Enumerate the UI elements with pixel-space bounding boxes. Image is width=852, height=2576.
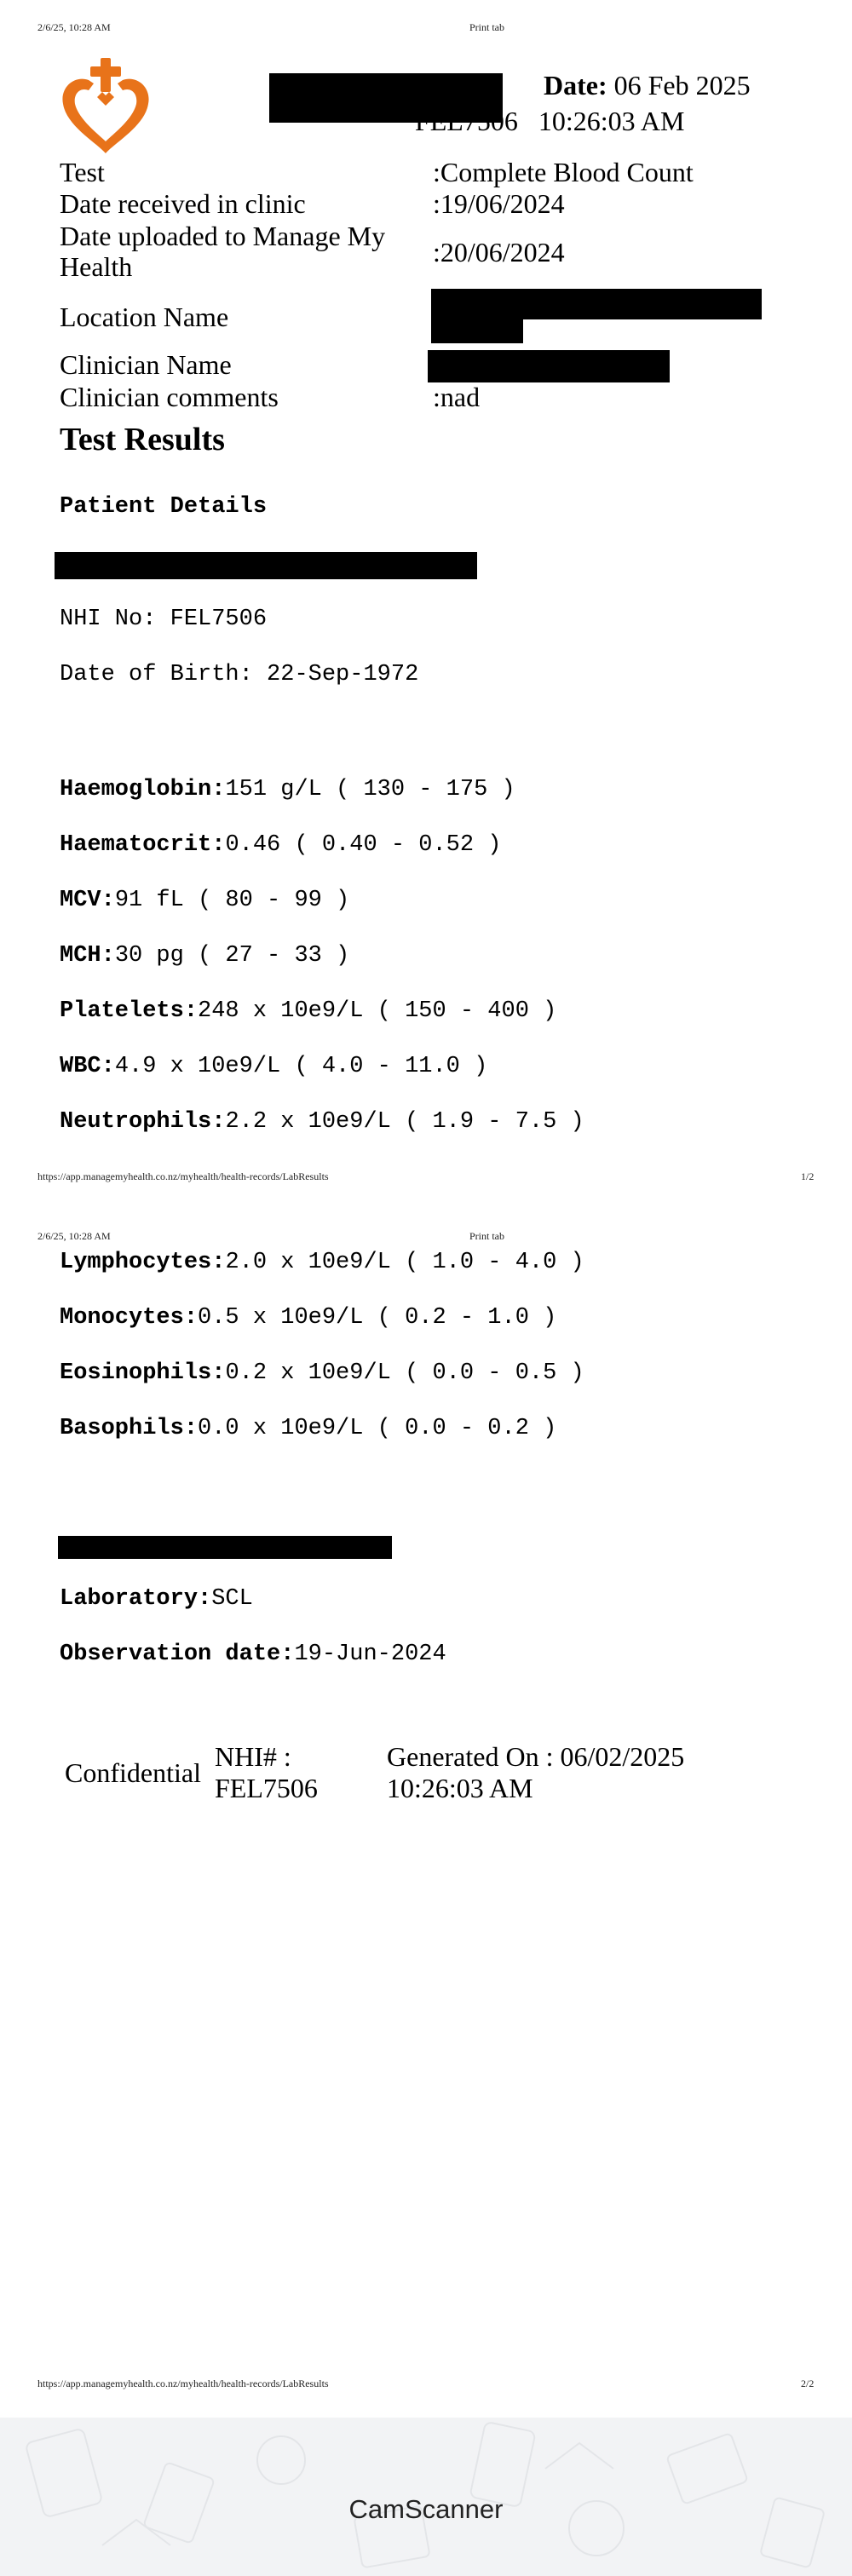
result-row (60, 1054, 487, 1079)
result-value: 2.2 x 10e9/L ( 1.9 - 7.5 ) (225, 1109, 584, 1135)
page1-footer-page: 1/2 (801, 1170, 815, 1182)
result-value: 91 fL ( 80 - 99 ) (114, 888, 350, 913)
result-name: WBC: (60, 1054, 115, 1079)
info-label-clinician-comments: Clinician comments (60, 382, 279, 412)
result-name: MCV: (60, 888, 115, 913)
result-row (60, 777, 515, 802)
info-value-date-uploaded: :20/06/2024 (433, 237, 565, 267)
page2-footer-page: 2/2 (801, 2378, 815, 2389)
footer-nhi-label: NHI# : (215, 1741, 291, 1772)
result-row (60, 832, 502, 858)
patient-details-heading: Patient Details (60, 494, 268, 520)
report-date (544, 70, 751, 101)
info-value-clinician-comments: :nad (433, 382, 481, 412)
result-value: 4.9 x 10e9/L ( 4.0 - 11.0 ) (114, 1054, 488, 1079)
result-name: Neutrophils: (60, 1109, 226, 1135)
confidential-label: Confidential (65, 1757, 201, 1788)
result-row (60, 998, 556, 1024)
result-row (60, 1416, 556, 1441)
result-row (60, 1109, 584, 1135)
result-value: 0.0 x 10e9/L ( 0.0 - 0.2 ) (198, 1416, 557, 1441)
info-value-test: :Complete Blood Count (433, 157, 694, 187)
result-row (60, 1360, 584, 1386)
info-label-clinician: Clinician Name (60, 349, 232, 380)
result-name: Haemoglobin: (60, 777, 226, 802)
page2-footer-url: https://app.managemyhealth.co.nz/myhealth/health-records/LabResults (37, 2378, 329, 2389)
result-value: 0.2 x 10e9/L ( 0.0 - 0.5 ) (225, 1360, 584, 1386)
page1-footer-url: https://app.managemyhealth.co.nz/myhealth/health-records/LabResults (37, 1170, 329, 1182)
result-value: 0.5 x 10e9/L ( 0.2 - 1.0 ) (198, 1305, 557, 1331)
redacted-patient-line (55, 552, 477, 579)
report-date-label: Date: (544, 70, 607, 101)
info-label-date-uploaded: Date uploaded to Manage My Health (60, 221, 386, 282)
result-name: Basophils: (60, 1416, 199, 1441)
page1-header-tab-title: Print tab (469, 21, 504, 33)
section-title: Test Results (60, 422, 225, 457)
info-label-date-received: Date received in clinic (60, 188, 306, 219)
report-date-value: 06 Feb 2025 (613, 70, 751, 101)
result-row (60, 1250, 584, 1275)
observation-value: 19-Jun-2024 (294, 1642, 446, 1667)
footer-generated-label: Generated On : 06/02/2025 (387, 1741, 685, 1772)
footer-generated-time: 10:26:03 AM (387, 1773, 533, 1803)
result-name: Haematocrit: (60, 832, 226, 858)
lab-row (60, 1586, 253, 1612)
lab-value: SCL (211, 1586, 253, 1612)
page2-header-tab-title: Print tab (469, 1230, 504, 1242)
info-value-date-received: :19/06/2024 (433, 188, 565, 219)
info-label-test: Test (60, 157, 105, 187)
result-row (60, 888, 349, 913)
result-name: MCH: (60, 943, 115, 969)
result-name: Eosinophils: (60, 1360, 226, 1386)
result-name: Monocytes: (60, 1305, 199, 1331)
result-value: 0.46 ( 0.40 - 0.52 ) (225, 832, 502, 858)
redacted-location-line2 (431, 319, 523, 343)
camscanner-watermark (0, 2418, 852, 2576)
result-value: 2.0 x 10e9/L ( 1.0 - 4.0 ) (225, 1250, 584, 1275)
camscanner-brand: CamScanner (348, 2494, 504, 2524)
result-value: 151 g/L ( 130 - 175 ) (225, 777, 515, 802)
observation-label: Observation date: (60, 1642, 295, 1667)
observation-row (60, 1642, 446, 1667)
redacted-clinician-name (428, 350, 670, 382)
heart-cross-logo-icon (55, 55, 157, 157)
page1-header-datetime: 2/6/25, 10:28 AM (37, 21, 111, 33)
info-label-location: Location Name (60, 302, 229, 332)
page2-header-datetime: 2/6/25, 10:28 AM (37, 1230, 111, 1242)
lab-label: Laboratory: (60, 1586, 212, 1612)
result-value: 30 pg ( 27 - 33 ) (114, 943, 350, 969)
result-name: Platelets: (60, 998, 199, 1024)
redacted-location-line1 (431, 289, 762, 319)
patient-dob: Date of Birth: 22-Sep-1972 (60, 662, 419, 687)
report-id-line: FEL7506 10:26:03 AM (415, 106, 685, 136)
redacted-lab-line (58, 1536, 392, 1559)
result-name: Lymphocytes: (60, 1250, 226, 1275)
footer-nhi-value: FEL7506 (215, 1773, 318, 1803)
patient-nhi: NHI No: FEL7506 (60, 607, 268, 632)
result-row (60, 943, 349, 969)
result-value: 248 x 10e9/L ( 150 - 400 ) (198, 998, 557, 1024)
result-row (60, 1305, 556, 1331)
